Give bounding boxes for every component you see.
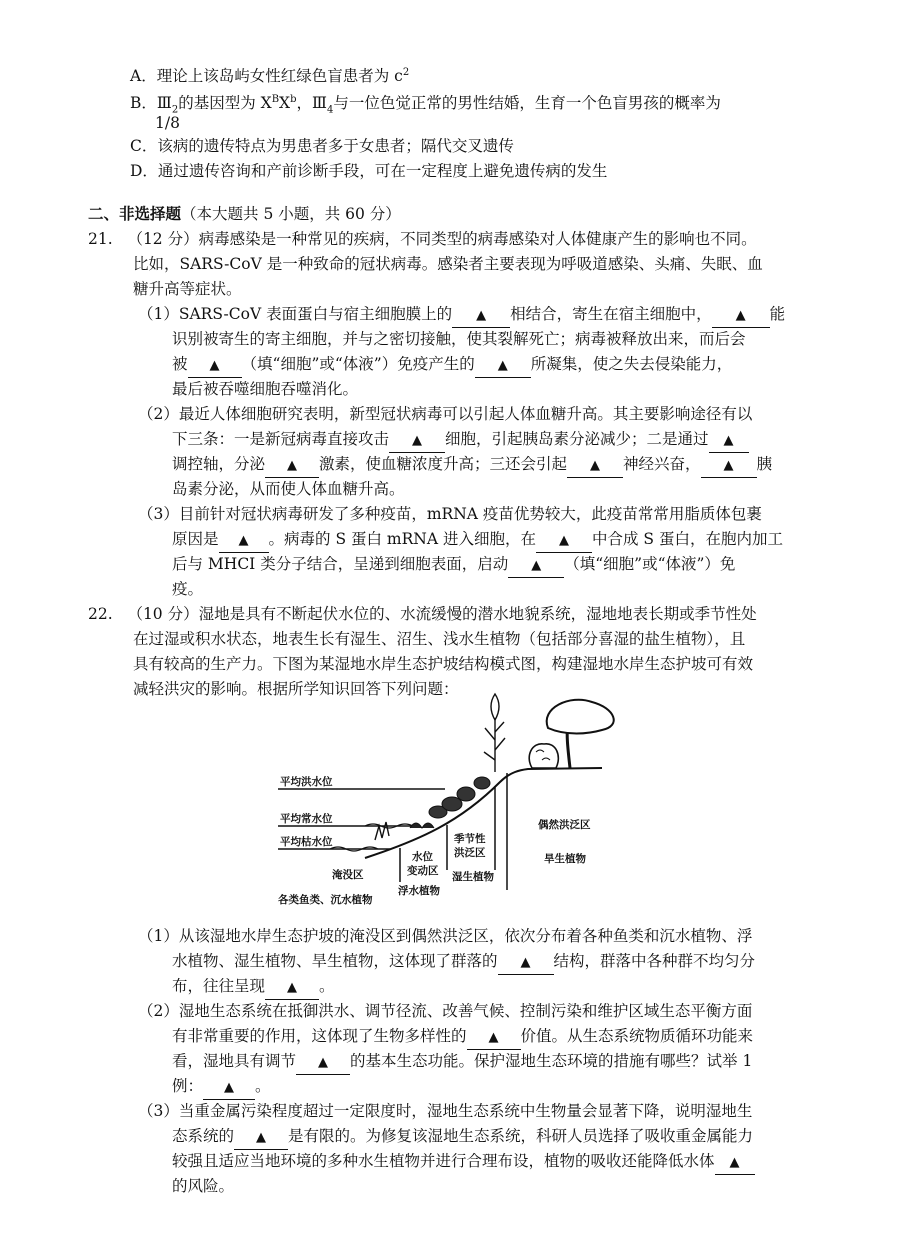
q22-p1-line3: 布，往往呈现 ▲ 。	[172, 975, 335, 1000]
plant-dry-label: 旱生植物	[544, 853, 586, 865]
q21-line2: 比如，SARS-CoV 是一种致命的冠状病毒。感染者主要表现为呼吸道感染、头痛、失眠、血	[133, 255, 763, 273]
q21-p2-line1: （2）最近人体细胞研究表明，新型冠状病毒可以引起人体血糖升高。其主要影响途径有以	[138, 405, 753, 423]
q22-line3: 具有较高的生产力。下图为某湿地水岸生态护坡结构模式图，构建湿地水岸生态护坡可有效	[133, 655, 754, 673]
zone-seasonal-label-1: 季节性	[454, 833, 486, 845]
q21-p3-line1: （3）目前针对冠状病毒研发了多种疫苗，mRNA 疫苗优势较大，此疫苗常常用脂质体包裹	[138, 505, 762, 523]
zone-water-change-label-2: 变动区	[407, 865, 439, 877]
zone-submerged-label: 淹没区	[332, 869, 364, 881]
q22-p3-line3: 较强且适应当地环境的多种水生植物并进行合理布设，植物的吸收还能降低水体 ▲	[172, 1150, 755, 1175]
q21-p3-line3: 后与 MHCI 类分子结合，呈递到细胞表面，启动 ▲ （填“细胞”或“体液”）免	[172, 553, 735, 578]
flood-level-label: 平均洪水位	[280, 776, 333, 788]
answer-blank: ▲	[729, 1155, 740, 1170]
option-d: D．通过遗传咨询和产前诊断手段，可在一定程度上避免遗传病的发生	[130, 162, 608, 180]
q22-p2-line3: 看，湿地具有调节 ▲ 的基本生态功能。保护湿地生态环境的措施有哪些？试举 1	[172, 1050, 752, 1075]
plant-wet-label: 湿生植物	[452, 871, 494, 883]
wetland-slope-diagram	[270, 690, 630, 915]
option-a: A．理论上该岛屿女性红绿色盲患者为 $c^2$	[130, 67, 410, 86]
answer-blank: ▲	[735, 308, 746, 323]
reed-icon	[484, 694, 505, 772]
answer-blank: ▲	[224, 1080, 235, 1095]
q22-p3-line2: 态系统的 ▲ 是有限的。为修复该湿地生态系统，科研人员选择了吸收重金属能力	[172, 1125, 753, 1150]
q21-p1-line4: 最后被吞噬细胞吞噬消化。	[172, 380, 359, 398]
plant-fish-label: 各类鱼类、沉水植物	[278, 894, 373, 906]
q21-p1-line2: 识别被寄生的寄主细胞，并与之密切接触，使其裂解死亡；病毒被释放出来，而后会	[172, 330, 746, 348]
q21-p1-line1: （1）SARS-CoV 表面蛋白与宿主细胞膜上的 ▲ 相结合，寄生在宿主细胞中， ▲ 能	[138, 303, 785, 328]
dry-level-label: 平均枯水位	[280, 836, 333, 848]
q21-line3: 糖升高等症状。	[133, 280, 242, 298]
zone-water-change-label-1: 水位	[412, 851, 433, 863]
answer-blank: ▲	[488, 1030, 499, 1045]
q21-p2-line4: 岛素分泌，从而使人体血糖升高。	[172, 480, 405, 498]
option-c: C．该病的遗传特点为男患者多于女患者；隔代交叉遗传	[130, 137, 514, 155]
answer-blank: ▲	[531, 558, 542, 573]
answer-blank: ▲	[520, 955, 531, 970]
q22-line1: 22. （10 分）湿地是具有不断起伏水位的、水流缓慢的潜水地貌系统，湿地地表长期或季节性处	[88, 605, 757, 623]
plant-float-label: 浮水植物	[398, 885, 440, 897]
q21-line1: 21. （12 分）病毒感染是一种常见的疾病，不同类型的病毒感染对人体健康产生的影响也不同。	[88, 230, 757, 248]
q22-p3-line1: （3）当重金属污染程度超过一定限度时，湿地生态系统中生物量会显著下降，说明湿地生	[138, 1102, 753, 1120]
zone-occasional-label: 偶然洪泛区	[538, 819, 591, 831]
q22-p2-line2: 有非常重要的作用，这体现了生物多样性的 ▲ 价值。从生态系统物质循环功能来	[172, 1025, 753, 1050]
answer-blank: ▲	[412, 433, 423, 448]
q22-p2-line4: 例： ▲ 。	[172, 1075, 271, 1100]
zone-seasonal-label-2: 洪泛区	[454, 847, 486, 859]
q22-p1-line1: （1）从该湿地水岸生态护坡的淹没区到偶然洪泛区，依次分布着各种鱼类和沉水植物、浮	[138, 927, 753, 945]
answer-blank: ▲	[476, 308, 487, 323]
q22-p3-line4: 的风险。	[172, 1177, 235, 1195]
q22-line4: 减轻洪灾的影响。根据所学知识回答下列问题：	[133, 680, 459, 698]
answer-blank: ▲	[287, 980, 298, 995]
q22-line2: 在过湿或积水状态，地表生长有湿生、沼生、浅水生植物（包括部分喜湿的盐生植物），且	[133, 630, 746, 648]
answer-blank: ▲	[590, 458, 601, 473]
q22-p1-line2: 水植物、湿生植物、旱生植物，这体现了群落的 ▲ 结构，群落中各种群不均匀分	[172, 950, 755, 975]
q21-p3-line4: 疫。	[172, 580, 204, 598]
tree-icon	[529, 700, 614, 768]
section-heading: 二、非选择题（本大题共 5 小题，共 60 分）	[88, 204, 401, 223]
answer-blank: ▲	[318, 1055, 329, 1070]
q21-p2-line3: 调控轴，分泌 ▲ 激素，使血糖浓度升高；三还会引起 ▲ 神经兴奋， ▲ 胰	[172, 453, 772, 478]
answer-blank: ▲	[497, 358, 508, 373]
q21-p2-line2: 下三条：一是新冠病毒直接攻击 ▲ 细胞，引起胰岛素分泌减少；二是通过 ▲	[172, 428, 749, 453]
normal-level-label: 平均常水位	[280, 813, 333, 825]
answer-blank: ▲	[558, 533, 569, 548]
q21-p1-line3: 被 ▲ （填“细胞”或“体液”）免疫产生的 ▲ 所凝集，使之失去侵染能力，	[172, 353, 732, 378]
answer-blank: ▲	[723, 458, 734, 473]
option-b-cont: 1/8	[155, 114, 180, 132]
answer-blank: ▲	[209, 358, 220, 373]
option-b: B．$Ⅲ_2$的基因型为 $X^BX^b$，$Ⅲ_4$与一位色觉正常的男性结婚，生育一个色盲男孩的概率为	[130, 94, 721, 116]
answer-blank: ▲	[238, 533, 249, 548]
answer-blank: ▲	[256, 1130, 267, 1145]
q22-p2-line1: （2）湿地生态系统在抵御洪水、调节径流、改善气候、控制污染和维护区域生态平衡方面	[138, 1002, 753, 1020]
answer-blank: ▲	[287, 458, 298, 473]
q21-p3-line2: 原因是 ▲ 。病毒的 S 蛋白 mRNA 进入细胞，在 ▲ 中合成 S 蛋白，在胞内加工	[172, 528, 783, 553]
answer-blank: ▲	[723, 433, 734, 448]
